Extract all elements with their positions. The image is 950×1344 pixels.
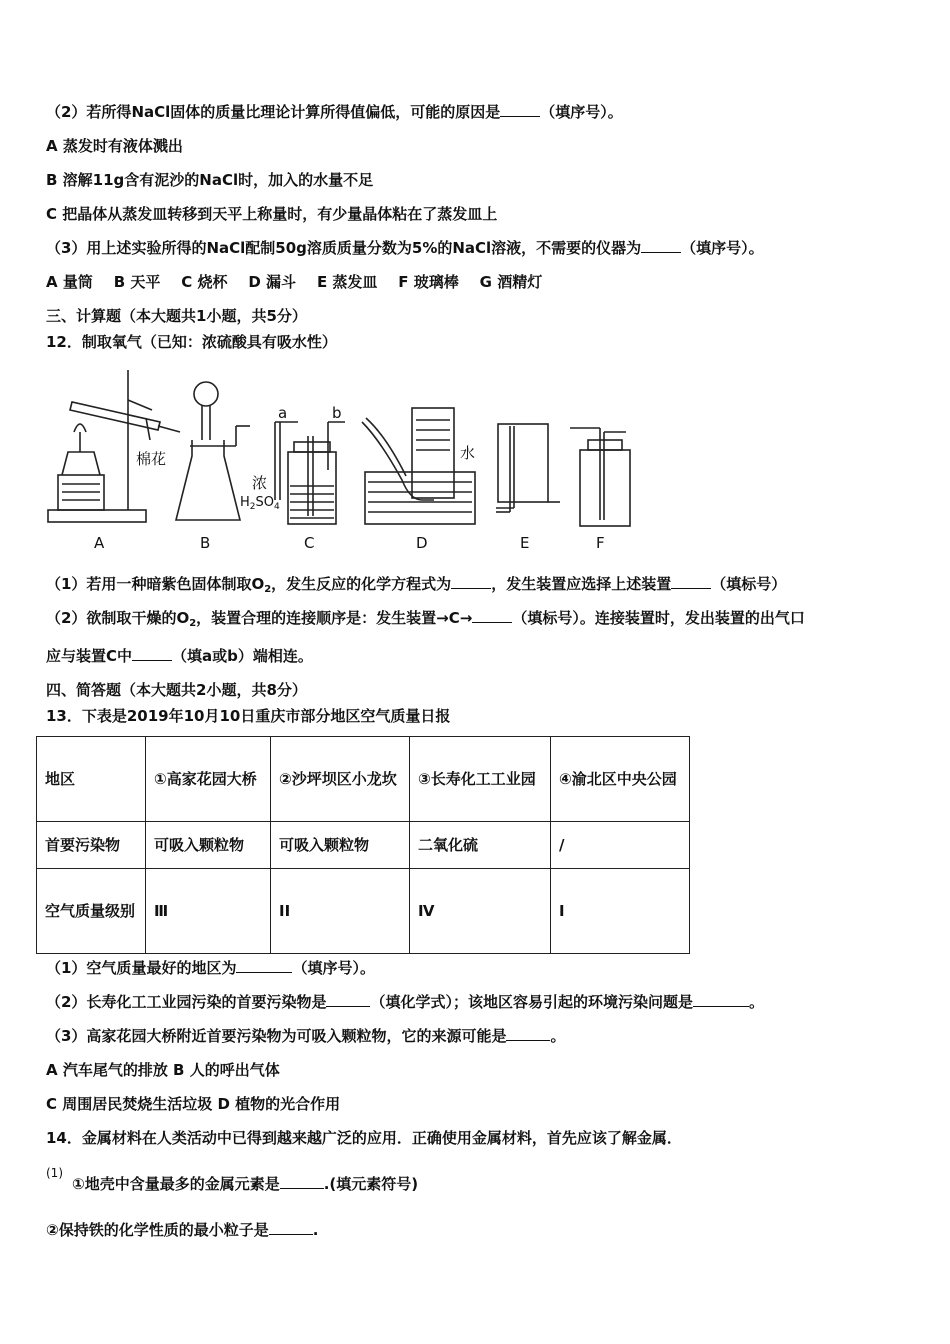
table-cell: I <box>551 869 690 954</box>
answer-blank[interactable] <box>500 102 540 117</box>
section-title: 四、简答题（本大题共2小题，共8分） <box>46 681 307 699</box>
apparatus-c <box>275 422 345 524</box>
answer-blank[interactable] <box>269 1220 313 1235</box>
label-d: D <box>416 534 428 552</box>
label-e: E <box>520 534 530 552</box>
answer-blank[interactable] <box>693 992 749 1007</box>
table-cell: / <box>551 822 690 869</box>
acid-label: $H_2SO_4$ <box>240 495 280 512</box>
table-cell: ④渝北区中央公园 <box>551 737 690 822</box>
q13-options-ab: A 汽车尾气的排放 B 人的呼出气体 <box>46 1061 280 1079</box>
answer-blank[interactable] <box>236 958 292 973</box>
q13-part3: （3）高家花园大桥附近首要污染物为可吸入颗粒物，它的来源可能是 。 <box>46 1027 566 1045</box>
answer-blank[interactable] <box>641 238 681 253</box>
answer-blank[interactable] <box>472 608 512 623</box>
table-cell: ③长寿化工工业园 <box>410 737 551 822</box>
table-row <box>37 737 690 822</box>
label-a: A <box>94 534 105 552</box>
water-label: 水 <box>460 444 476 462</box>
q14-part1-number: (1) <box>46 1166 63 1180</box>
cotton-label: 棉花 <box>136 450 167 468</box>
answer-blank[interactable] <box>506 1026 550 1041</box>
q12-part1: （1）若用一种暗紫色固体制取$O_2$，发生反应的化学方程式为 ，发生装置应选择上述装置 （填标号） <box>46 575 787 595</box>
apparatus-e <box>496 424 560 512</box>
q11-option-a: A 蒸发时有液体溅出 <box>46 137 183 155</box>
conc-label: 浓 <box>252 474 268 492</box>
answer-blank[interactable] <box>671 574 711 589</box>
answer-blank[interactable] <box>326 992 370 1007</box>
table-cell: II <box>271 869 410 954</box>
q12-part2: （2）欲制取干燥的$O_2$，装置合理的连接顺序是：发生装置→C→ （填标号）。连接装置时，发出装置的出气口 <box>46 609 805 629</box>
answer-blank[interactable] <box>451 574 491 589</box>
table-cell: 地区 <box>37 737 146 822</box>
apparatus-d <box>362 408 475 524</box>
table-row <box>37 869 690 954</box>
q13-part1: （1）空气质量最好的地区为 （填序号）。 <box>46 959 375 977</box>
q14-stem: 14．金属材料在人类活动中已得到越来越广泛的应用．正确使用金属材料，首先应该了解金属． <box>46 1129 682 1147</box>
port-a-label: a <box>278 404 288 422</box>
table-cell: 空气质量级别 <box>37 869 146 954</box>
q14-part2: ②保持铁的化学性质的最小粒子是 . <box>46 1221 319 1239</box>
q11-part3: （3）用上述实验所得的NaCl配制50g溶质质量分数为5%的NaCl溶液，不需要的仪器为 （填序号）。 <box>46 239 764 257</box>
table-cell: Ⅲ <box>146 869 271 954</box>
apparatus-a <box>48 370 180 522</box>
label-c: C <box>304 534 315 552</box>
table-cell: ①高家花园大桥 <box>146 737 271 822</box>
section-title: 三、计算题（本大题共1小题，共5分） <box>46 307 307 325</box>
q13-options-cd: C 周围居民焚烧生活垃圾 D 植物的光合作用 <box>46 1095 341 1113</box>
q11-part2: （2）若所得NaCl固体的质量比理论计算所得值偏低，可能的原因是 （填序号）。 <box>46 103 623 121</box>
label-f: F <box>596 534 605 552</box>
table-cell: 二氧化硫 <box>410 822 551 869</box>
apparatus-figure <box>40 360 640 560</box>
table-cell: 可吸入颗粒物 <box>271 822 410 869</box>
air-quality-table <box>36 736 690 954</box>
q14-part1: ①地壳中含量最多的金属元素是 .(填元素符号) <box>72 1175 419 1193</box>
q11-option-b: B 溶解11g含有泥沙的NaCl时，加入的水量不足 <box>46 171 374 189</box>
table-cell: 可吸入颗粒物 <box>146 822 271 869</box>
table-cell: Ⅳ <box>410 869 551 954</box>
apparatus-f <box>570 428 630 526</box>
label-b: B <box>200 534 211 552</box>
table-cell: ②沙坪坝区小龙坎 <box>271 737 410 822</box>
answer-blank[interactable] <box>280 1174 324 1189</box>
q11-instrument-options: A 量筒 B 天平 C 烧杯 D 漏斗 E 蒸发皿 F 玻璃棒 G 酒精灯 <box>46 273 543 291</box>
port-b-label: b <box>332 404 342 422</box>
q12-stem: 12．制取氧气（已知：浓硫酸具有吸水性） <box>46 333 337 351</box>
q13-stem: 13．下表是2019年10月10日重庆市部分地区空气质量日报 <box>46 707 451 725</box>
table-cell: 首要污染物 <box>37 822 146 869</box>
q11-option-c: C 把晶体从蒸发皿转移到天平上称量时，有少量晶体粘在了蒸发皿上 <box>46 205 498 223</box>
q12-part2-cont: 应与装置C中 （填a或b）端相连。 <box>46 647 313 665</box>
table-row <box>37 822 690 869</box>
apparatus-b <box>176 382 250 520</box>
q13-part2: （2）长寿化工工业园污染的首要污染物是 （填化学式）；该地区容易引起的环境污染问题是 。 <box>46 993 764 1011</box>
answer-blank[interactable] <box>132 646 172 661</box>
